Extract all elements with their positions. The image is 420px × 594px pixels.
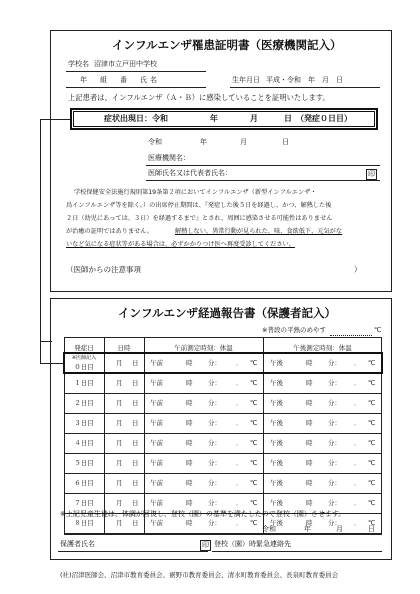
pm-hour-unit: 時: [306, 519, 313, 527]
row-label-day-6: ６日目: [74, 479, 94, 487]
cert-date-era: 令和: [148, 138, 162, 146]
pm-celsius: ℃: [368, 399, 376, 407]
return-date-month: 月: [336, 525, 343, 533]
pm-label: 午後: [270, 479, 283, 487]
am-temp-dot: ．: [236, 359, 243, 367]
pm-celsius: ℃: [368, 519, 376, 527]
row-month-unit: 月: [116, 359, 123, 367]
pm-minute-unit: 分：: [328, 399, 341, 407]
row-day-unit: 日: [132, 419, 139, 427]
pm-temp-dot: ．: [354, 459, 361, 467]
pm-minute-unit: 分：: [328, 379, 341, 387]
row-day-unit: 日: [132, 479, 139, 487]
am-celsius: ℃: [250, 419, 258, 427]
onset-year-unit: 年: [210, 114, 218, 123]
am-hour-unit: 時: [186, 499, 193, 507]
am-hour-unit: 時: [186, 439, 193, 447]
am-hour-unit: 時: [186, 379, 193, 387]
cert-date-year: 年: [200, 138, 207, 146]
am-hour-unit: 時: [186, 519, 193, 527]
onset-label: 症状出現日：令和: [104, 114, 168, 123]
pm-hour-unit: 時: [306, 379, 313, 387]
pm-celsius: ℃: [368, 499, 376, 507]
guardian-seal: 印: [202, 541, 209, 549]
am-celsius: ℃: [250, 399, 258, 407]
clinic-label: 医療機関名：: [148, 154, 190, 162]
law-text-line-3: ２日（幼児にあっては、３日）を経過するまで』とされ、周囲に感染させる可能性はありません: [66, 215, 333, 222]
onset-day-unit: 日: [284, 114, 292, 123]
report-title: インフルエンザ経過報告書（保護者記入）: [118, 306, 337, 320]
row-day-unit: 日: [132, 459, 139, 467]
doctor-notes-close: ）: [354, 265, 362, 274]
pm-celsius: ℃: [368, 439, 376, 447]
am-hour-unit: 時: [186, 399, 193, 407]
table-header-am: 午前測定時刻：体温: [174, 344, 233, 352]
pm-label: 午後: [270, 359, 283, 367]
row-label-day-7: ７日目: [74, 499, 94, 507]
am-minute-unit: 分：: [208, 419, 221, 427]
pm-temp-dot: ．: [354, 359, 361, 367]
table-header-onset: 発症日: [74, 344, 94, 352]
row-day-unit: 日: [132, 519, 139, 527]
am-minute-unit: 分：: [208, 379, 221, 387]
am-temp-dot: ．: [236, 499, 243, 507]
row-label-day-0: ０日目: [74, 363, 94, 371]
pm-minute-unit: 分：: [328, 499, 341, 507]
am-celsius: ℃: [250, 379, 258, 387]
return-date-day: 日: [368, 525, 375, 533]
am-label: 午前: [150, 359, 163, 367]
am-label: 午前: [150, 439, 163, 447]
am-label: 午前: [150, 499, 163, 507]
row-month-unit: 月: [116, 419, 123, 427]
school-name[interactable]: 沼津市立戸田中学校: [94, 60, 157, 68]
pm-temp-dot: ．: [354, 479, 361, 487]
row-day-unit: 日: [132, 399, 139, 407]
am-minute-unit: 分：: [208, 359, 221, 367]
row-label-day-8: ８日目: [74, 519, 94, 527]
pm-celsius: ℃: [368, 379, 376, 387]
pm-label: 午後: [270, 399, 283, 407]
doctor-label: 医師氏名又は代表者氏名：: [148, 169, 232, 177]
am-minute-unit: 分：: [208, 479, 221, 487]
am-label: 午前: [150, 379, 163, 387]
emergency-contact-label: 登校（園）時緊急連絡先: [214, 540, 291, 548]
row-label-day-1: １日目: [74, 379, 94, 387]
pm-hour-unit: 時: [306, 479, 313, 487]
row-label-day-2: ２日目: [74, 399, 94, 407]
am-temp-dot: ．: [236, 399, 243, 407]
table-header-pm: 午後測定時刻：体温: [293, 344, 352, 352]
law-text-line-4b: 解熱しない、異常行動が見られた、咳、食欲低下、元気がな: [175, 228, 343, 235]
row-month-unit: 月: [116, 499, 123, 507]
am-hour-unit: 時: [186, 359, 193, 367]
return-date-year: 年: [304, 525, 311, 533]
row-day-unit: 日: [132, 359, 139, 367]
law-text-line-1: 学校保健安全法施行規則第19条第２項においてインフルエンザ（新型インフルエンザ・: [74, 189, 317, 196]
pm-celsius: ℃: [368, 459, 376, 467]
row-day-unit: 日: [132, 499, 139, 507]
am-celsius: ℃: [250, 479, 258, 487]
pm-minute-unit: 分：: [328, 419, 341, 427]
pm-label: 午後: [270, 459, 283, 467]
am-celsius: ℃: [250, 519, 258, 527]
am-hour-unit: 時: [186, 419, 193, 427]
return-statement: ※上記児童生徒は、体調が回復し、登校（園）の基準を満たしたので登校（園）させます。: [60, 510, 346, 518]
row-month-unit: 月: [116, 479, 123, 487]
school-label: 学校名: [68, 60, 89, 68]
pm-hour-unit: 時: [306, 399, 313, 407]
pm-minute-unit: 分：: [328, 439, 341, 447]
pm-temp-dot: ．: [354, 419, 361, 427]
pm-temp-dot: ．: [354, 439, 361, 447]
guardian-label: 保護者氏名: [60, 540, 95, 548]
pm-temp-dot: ．: [354, 399, 361, 407]
pm-label: 午後: [270, 499, 283, 507]
am-temp-dot: ．: [236, 479, 243, 487]
pm-minute-unit: 分：: [328, 459, 341, 467]
issuer-footer: (社)沼津医師会、沼津市教育委員会、裾野市教育委員会、清水町教育委員会、長泉町教育委員会: [60, 571, 339, 579]
pm-label: 午後: [270, 419, 283, 427]
doctor-notes-label: （医師からの注意事項: [66, 265, 141, 274]
am-hour-unit: 時: [186, 459, 193, 467]
am-minute-unit: 分：: [208, 519, 221, 527]
day-zero-row-highlight: [63, 352, 383, 374]
pm-label: 午後: [270, 439, 283, 447]
law-text-line-4a: が治癒の証明ではありません。: [66, 228, 153, 235]
am-temp-dot: ．: [236, 419, 243, 427]
row-month-unit: 月: [116, 379, 123, 387]
am-label: 午前: [150, 419, 163, 427]
onset-month-unit: 月: [250, 114, 258, 123]
onset-day-zero-note: （発症０日目）: [296, 114, 352, 123]
am-celsius: ℃: [250, 499, 258, 507]
row-day-unit: 日: [132, 379, 139, 387]
doctor-seal: 印: [368, 170, 375, 178]
am-celsius: ℃: [250, 459, 258, 467]
pm-celsius: ℃: [368, 419, 376, 427]
doctor-entry-note: ※医師記入: [71, 355, 97, 361]
pm-label: 午後: [270, 379, 283, 387]
row-label-day-3: ３日目: [74, 419, 94, 427]
pm-celsius: ℃: [368, 479, 376, 487]
row-month-unit: 月: [116, 399, 123, 407]
am-label: 午前: [150, 519, 163, 527]
return-date-era: 令和: [262, 525, 276, 533]
am-label: 午前: [150, 459, 163, 467]
am-minute-unit: 分：: [208, 499, 221, 507]
pm-hour-unit: 時: [306, 459, 313, 467]
pm-minute-unit: 分：: [328, 519, 341, 527]
birth-value[interactable]: 平成・令和 年 月 日: [266, 76, 343, 84]
am-temp-dot: ．: [236, 439, 243, 447]
row-day-unit: 日: [132, 439, 139, 447]
pm-celsius: ℃: [368, 359, 376, 367]
cert-date-month: 月: [240, 138, 247, 146]
am-temp-dot: ．: [236, 379, 243, 387]
am-celsius: ℃: [250, 439, 258, 447]
pm-temp-dot: ．: [354, 379, 361, 387]
row-month-unit: 月: [116, 439, 123, 447]
row-label-day-4: ４日目: [74, 439, 94, 447]
pm-temp-dot: ．: [354, 519, 361, 527]
pm-hour-unit: 時: [306, 439, 313, 447]
am-minute-unit: 分：: [208, 399, 221, 407]
pm-label: 午後: [270, 519, 283, 527]
pm-hour-unit: 時: [306, 419, 313, 427]
am-minute-unit: 分：: [208, 439, 221, 447]
pm-hour-unit: 時: [306, 359, 313, 367]
diagnosis-statement: 上記患者は、インフルエンザ（Ａ・Ｂ）に感染していることを証明いたします。: [68, 93, 330, 102]
law-text-line-2: 鳥インフルエンザ等を除く。）の出席停止期間は、『発症した後５日を経過し、かつ、解熱した後: [66, 202, 332, 209]
normal-temp-unit: ℃: [374, 326, 382, 334]
certificate-title: インフルエンザ罹患証明書（医療機関記入）: [112, 38, 342, 52]
row-month-unit: 月: [116, 519, 123, 527]
am-label: 午前: [150, 479, 163, 487]
am-hour-unit: 時: [186, 479, 193, 487]
am-label: 午前: [150, 399, 163, 407]
am-temp-dot: ．: [236, 519, 243, 527]
pm-minute-unit: 分：: [328, 359, 341, 367]
row-label-day-5: ５日目: [74, 459, 94, 467]
student-label: 年 組 番 氏名: [80, 76, 160, 84]
pm-temp-dot: ．: [354, 499, 361, 507]
birth-label: 生年月日: [232, 76, 260, 84]
law-text-line-5: いなど気になる症状等がある場合は、必ずかかりつけ医へ再度受診してください。: [66, 241, 295, 248]
cert-date-day: 日: [282, 138, 289, 146]
am-minute-unit: 分：: [208, 459, 221, 467]
pm-minute-unit: 分：: [328, 479, 341, 487]
am-temp-dot: ．: [236, 459, 243, 467]
normal-temp-label: ※普段の平熱のめやす: [262, 326, 326, 334]
am-celsius: ℃: [250, 359, 258, 367]
table-header-datetime: 日時: [117, 344, 131, 352]
row-month-unit: 月: [116, 459, 123, 467]
pm-hour-unit: 時: [306, 499, 313, 507]
certificate-panel: [50, 30, 392, 292]
